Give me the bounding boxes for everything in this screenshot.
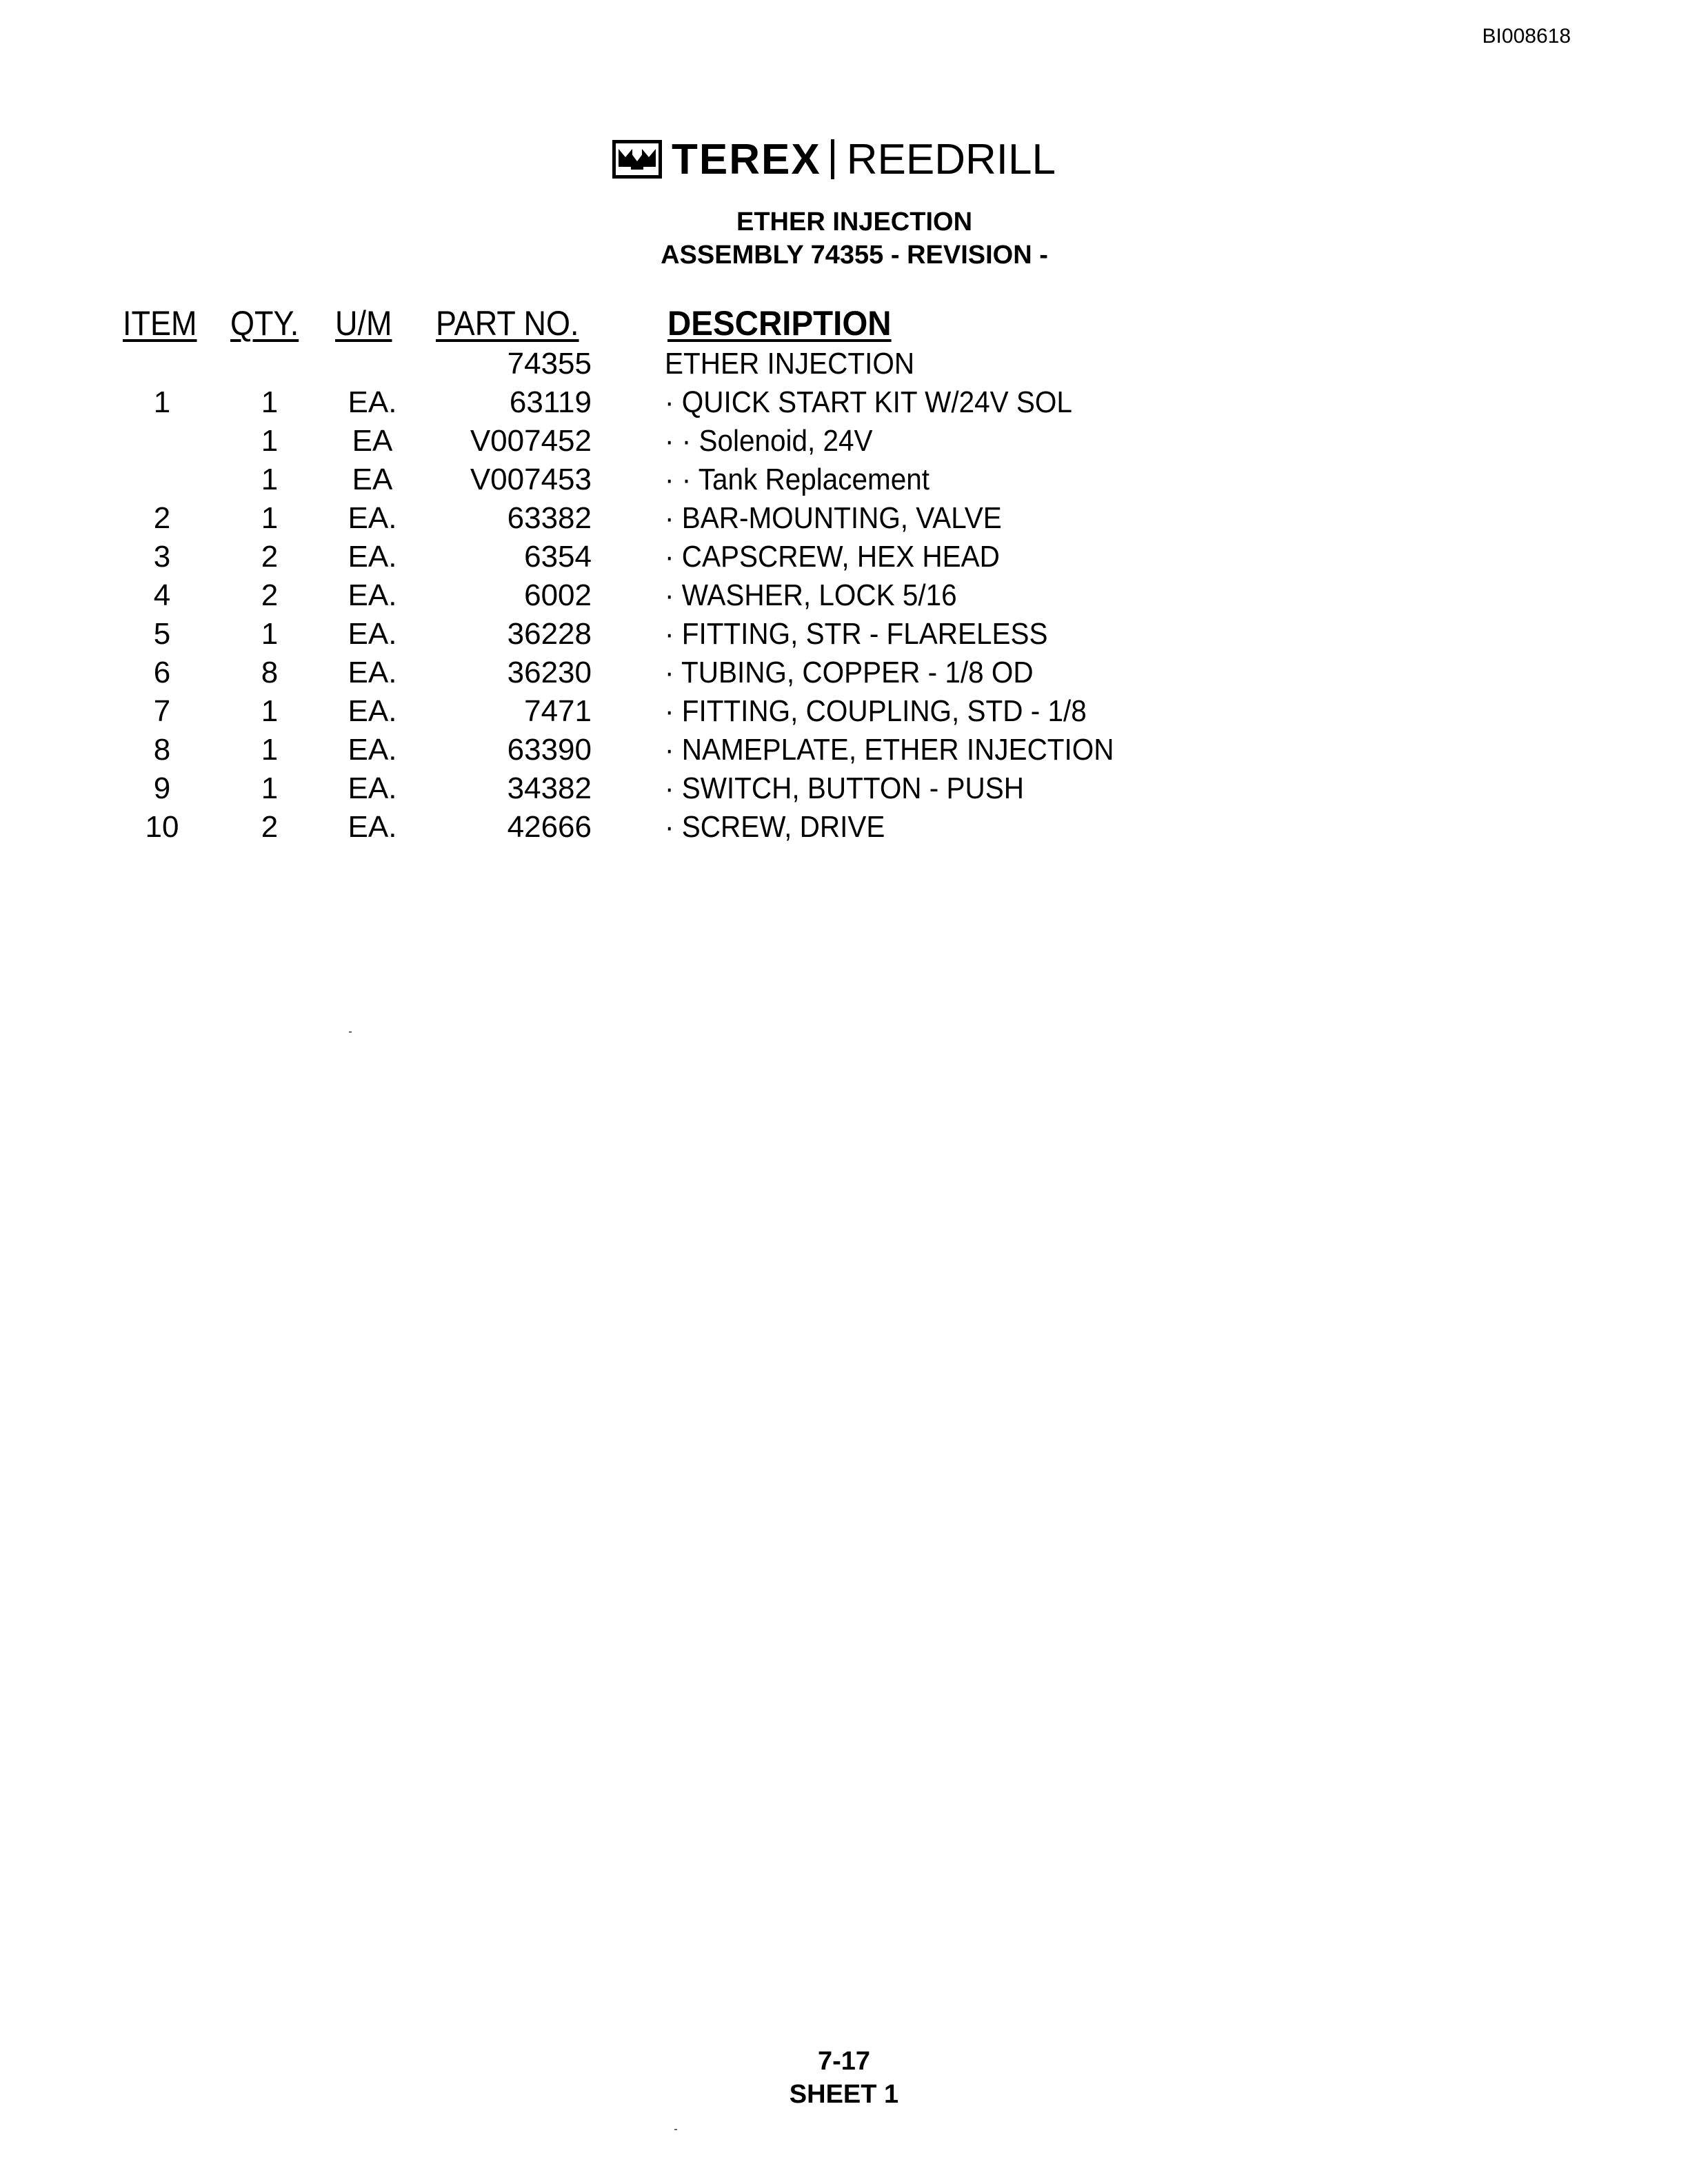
cell-part-no: 42666 bbox=[507, 810, 592, 844]
page-footer bbox=[0, 2045, 1688, 2111]
table-row bbox=[0, 808, 1688, 847]
table-row bbox=[0, 692, 1688, 731]
cell-part-no: 63390 bbox=[507, 733, 592, 767]
cell-description: · · Solenoid, 24V bbox=[665, 424, 873, 458]
cell-description: · QUICK START KIT W/24V SOL bbox=[665, 385, 1072, 419]
cell-description: · SWITCH, BUTTON - PUSH bbox=[665, 771, 1024, 805]
cell-qty: 1 bbox=[261, 385, 279, 419]
header-um: U/M bbox=[335, 304, 392, 343]
table-row bbox=[0, 731, 1688, 769]
cell-um: EA. bbox=[348, 733, 397, 767]
cell-part-no: V007453 bbox=[470, 463, 592, 496]
cell-qty: 8 bbox=[261, 656, 279, 689]
cell-description: · · Tank Replacement bbox=[665, 463, 930, 496]
cell-qty: 2 bbox=[261, 810, 279, 844]
cell-part-no: 34382 bbox=[507, 771, 592, 805]
cell-qty: 2 bbox=[261, 578, 279, 612]
page-number: 7-17 bbox=[817, 2047, 871, 2076]
cell-um: EA bbox=[352, 424, 393, 458]
table-row bbox=[0, 499, 1688, 538]
cell-part-no: 36228 bbox=[507, 617, 592, 651]
parts-table bbox=[0, 345, 1688, 847]
logo-product: REEDRILL bbox=[846, 135, 1056, 183]
cell-part-no: 6354 bbox=[524, 540, 592, 574]
cell-qty: 1 bbox=[261, 424, 279, 458]
table-row bbox=[0, 654, 1688, 692]
cell-part-no: 7471 bbox=[524, 694, 592, 728]
document-title bbox=[0, 205, 1688, 272]
cell-item: 7 bbox=[153, 694, 171, 728]
terex-emblem-icon bbox=[612, 140, 662, 179]
cell-um: EA. bbox=[348, 617, 397, 651]
cell-part-no: 74355 bbox=[507, 347, 592, 381]
cell-qty: 1 bbox=[261, 617, 279, 651]
cell-um: EA. bbox=[348, 540, 397, 574]
cell-um: EA. bbox=[348, 385, 397, 419]
cell-description: · CAPSCREW, HEX HEAD bbox=[665, 540, 1000, 574]
cell-part-no: 63119 bbox=[509, 385, 592, 419]
cell-part-no: 63382 bbox=[507, 501, 592, 535]
table-row bbox=[0, 461, 1688, 499]
document-id: BI008618 bbox=[1482, 25, 1571, 48]
header-qty: QTY. bbox=[230, 304, 299, 343]
cell-item: 9 bbox=[153, 771, 171, 805]
cell-part-no: 6002 bbox=[524, 578, 592, 612]
cell-description: · FITTING, STR - FLARELESS bbox=[665, 617, 1048, 651]
cell-item: 8 bbox=[153, 733, 171, 767]
cell-um: EA. bbox=[348, 578, 397, 612]
table-row bbox=[0, 615, 1688, 654]
title-line-2: ASSEMBLY 74355 - REVISION - bbox=[661, 241, 1048, 270]
cell-qty: 1 bbox=[261, 463, 279, 496]
cell-description: · TUBING, COPPER - 1/8 OD bbox=[665, 656, 1034, 689]
cell-item: 5 bbox=[153, 617, 171, 651]
cell-item: 10 bbox=[145, 810, 179, 844]
table-row bbox=[0, 345, 1688, 383]
cell-description: · BAR-MOUNTING, VALVE bbox=[665, 501, 1002, 535]
table-row bbox=[0, 769, 1688, 808]
title-line-1: ETHER INJECTION bbox=[736, 208, 973, 236]
cell-item: 6 bbox=[153, 656, 171, 689]
cell-qty: 2 bbox=[261, 540, 279, 574]
table-row bbox=[0, 538, 1688, 576]
cell-qty: 1 bbox=[261, 733, 279, 767]
cell-description: · FITTING, COUPLING, STD - 1/8 bbox=[665, 694, 1087, 728]
cell-um: EA. bbox=[348, 810, 397, 844]
cell-item: 2 bbox=[153, 501, 171, 535]
cell-um: EA. bbox=[348, 501, 397, 535]
cell-um: EA. bbox=[348, 771, 397, 805]
cell-item: 1 bbox=[153, 385, 171, 419]
cell-qty: 1 bbox=[261, 771, 279, 805]
header-description: DESCRIPTION bbox=[667, 304, 892, 343]
cell-part-no: 36230 bbox=[507, 656, 592, 689]
cell-description: · SCREW, DRIVE bbox=[665, 810, 885, 844]
cell-qty: 1 bbox=[261, 694, 279, 728]
cell-um: EA bbox=[352, 463, 393, 496]
cell-part-no: V007452 bbox=[470, 424, 592, 458]
header-part-no: PART NO. bbox=[436, 304, 579, 343]
table-row bbox=[0, 422, 1688, 461]
cell-description: ETHER INJECTION bbox=[665, 347, 915, 381]
logo-divider bbox=[831, 139, 834, 179]
cell-um: EA. bbox=[348, 694, 397, 728]
cell-qty: 1 bbox=[261, 501, 279, 535]
logo-brand: TEREX bbox=[672, 135, 821, 183]
cell-description: · NAMEPLATE, ETHER INJECTION bbox=[665, 733, 1114, 767]
header-item: ITEM bbox=[123, 304, 197, 343]
terex-reedrill-logo bbox=[612, 135, 1056, 183]
sheet-number: SHEET 1 bbox=[789, 2080, 899, 2109]
cell-item: 3 bbox=[153, 540, 171, 574]
cell-item: 4 bbox=[153, 578, 171, 612]
scan-speck bbox=[349, 1031, 352, 1033]
scan-speck bbox=[674, 2129, 677, 2130]
table-row bbox=[0, 576, 1688, 615]
cell-um: EA. bbox=[348, 656, 397, 689]
cell-description: · WASHER, LOCK 5/16 bbox=[665, 578, 957, 612]
table-row bbox=[0, 383, 1688, 422]
